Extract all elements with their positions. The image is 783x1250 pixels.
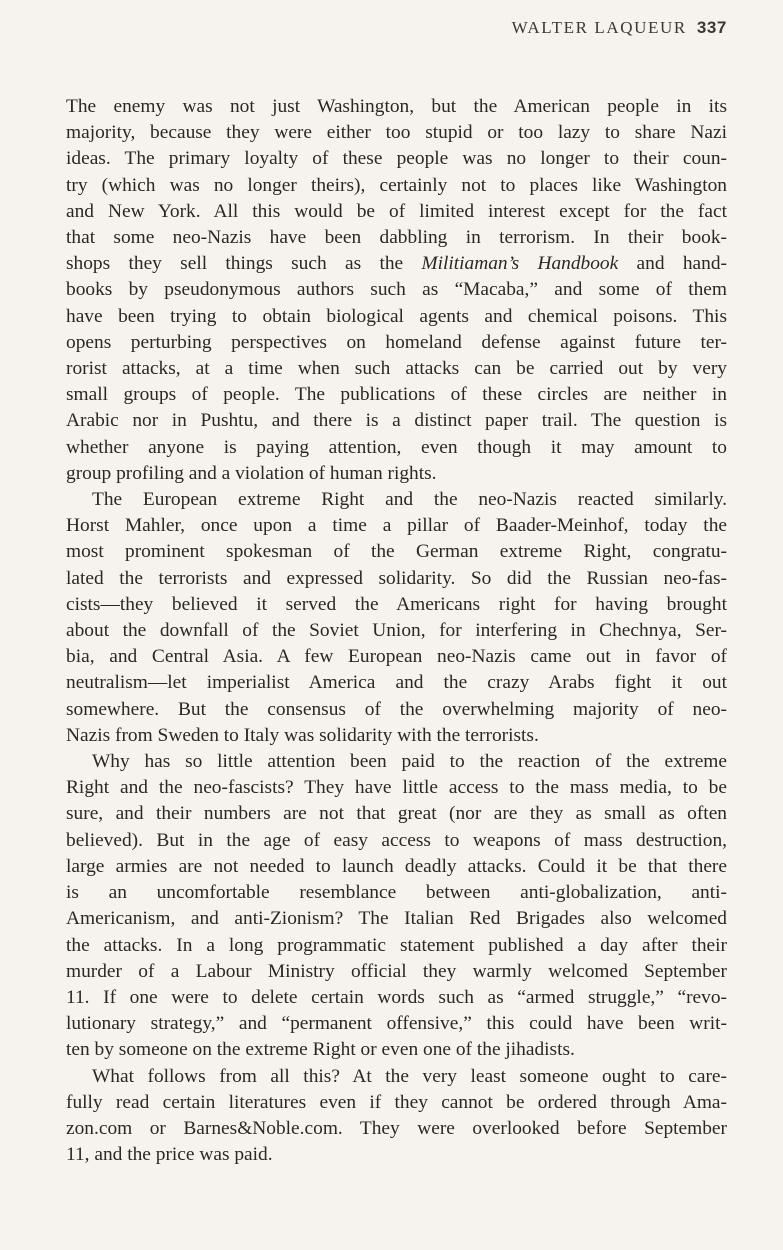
paragraph-1	[66, 94, 727, 487]
text-line: neutralism—let imperialist America and the crazy Arabs fight it out	[66, 672, 727, 694]
text-line: books by pseudonymous authors such as “Macaba,” and some of them	[66, 279, 727, 301]
text-line: group profiling and a violation of human rights.	[66, 462, 437, 484]
text-line: The European extreme Right and the neo-Nazis reacted similarly.	[92, 489, 727, 511]
text-line: Americanism, and anti-Zionism? The Italian Red Brigades also welcomed	[66, 908, 727, 930]
text-line: 11. If one were to delete certain words such as “armed struggle,” “revo-	[66, 986, 727, 1008]
text-line: whether anyone is paying attention, even though it may amount to	[66, 436, 727, 458]
text-line: have been trying to obtain biological agents and chemical poisons. This	[66, 305, 727, 327]
text-line: 11, and the price was paid.	[66, 1144, 273, 1166]
text-line-with-title	[66, 251, 727, 277]
body-text	[66, 94, 727, 1168]
text-line: is an uncomfortable resemblance between anti-globalization, anti-	[66, 882, 727, 904]
paragraph-2	[66, 487, 727, 749]
text-line: try (which was no longer theirs), certainly not to places like Washington	[66, 174, 727, 196]
text-line: What follows from all this? At the very least someone ought to care-	[92, 1065, 727, 1087]
text-line: Horst Mahler, once upon a time a pillar of Baader-Meinhof, today the	[66, 515, 727, 537]
text-line: somewhere. But the consensus of the overwhelming majority of neo-	[66, 698, 727, 720]
text-line: the attacks. In a long programmatic statement published a day after their	[66, 934, 727, 956]
paragraph-4	[66, 1064, 727, 1169]
text-line: opens perturbing perspectives on homeland defense against future ter-	[66, 331, 727, 353]
text-line: about the downfall of the Soviet Union, for interfering in Chechnya, Ser-	[66, 620, 727, 642]
text-line: and New York. All this would be of limited interest except for the fact	[66, 200, 727, 222]
text-line: sure, and their numbers are not that great (nor are they as small as often	[66, 803, 727, 825]
text-line: lutionary strategy,” and “permanent offensive,” this could have been writ-	[66, 1013, 727, 1035]
text-line: cists—they believed it served the Americans right for having brought	[66, 593, 727, 615]
text-segment: and hand-	[618, 253, 728, 275]
text-line: murder of a Labour Ministry official they warmly welcomed September	[66, 960, 727, 982]
text-line: majority, because they were either too stupid or too lazy to share Nazi	[66, 122, 727, 144]
text-line: ten by someone on the extreme Right or even one of the jihadists.	[66, 1039, 575, 1061]
text-segment: shops they sell things such as the	[66, 253, 422, 275]
book-title: Militiaman’s Handbook	[421, 253, 619, 275]
running-head	[512, 18, 727, 38]
text-line: bia, and Central Asia. A few European neo-Nazis came out in favor of	[66, 646, 727, 668]
text-line: large armies are not needed to launch deadly attacks. Could it be that there	[66, 855, 727, 877]
text-line: The enemy was not just Washington, but the American people in its	[66, 96, 727, 117]
text-line: ideas. The primary loyalty of these people was no longer to their coun-	[66, 148, 727, 170]
text-line: fully read certain literatures even if they cannot be ordered through Ama-	[66, 1091, 727, 1113]
text-line: Nazis from Sweden to Italy was solidarity with the terrorists.	[66, 724, 539, 746]
running-head-author: WALTER LAQUEUR	[511, 18, 687, 37]
page-number: 337	[696, 18, 727, 37]
text-line: zon.com or Barnes&Noble.com. They were overlooked before September	[66, 1117, 727, 1139]
text-line: rorist attacks, at a time when such attacks can be carried out by very	[66, 358, 727, 380]
text-line: small groups of people. The publications of these circles are neither in	[66, 384, 727, 406]
text-line: that some neo-Nazis have been dabbling in terrorism. In their book-	[66, 227, 727, 249]
text-line: lated the terrorists and expressed solidarity. So did the Russian neo-fas-	[66, 567, 727, 589]
text-line: Arabic nor in Pushtu, and there is a distinct paper trail. The question is	[66, 410, 727, 432]
paragraph-3	[66, 749, 727, 1063]
text-line: most prominent spokesman of the German extreme Right, congratu-	[66, 541, 727, 563]
text-line: Right and the neo-fascists? They have little access to the mass media, to be	[66, 777, 727, 799]
text-line: believed). But in the age of easy access to weapons of mass destruction,	[66, 829, 727, 851]
text-line: Why has so little attention been paid to the reaction of the extreme	[92, 751, 727, 773]
